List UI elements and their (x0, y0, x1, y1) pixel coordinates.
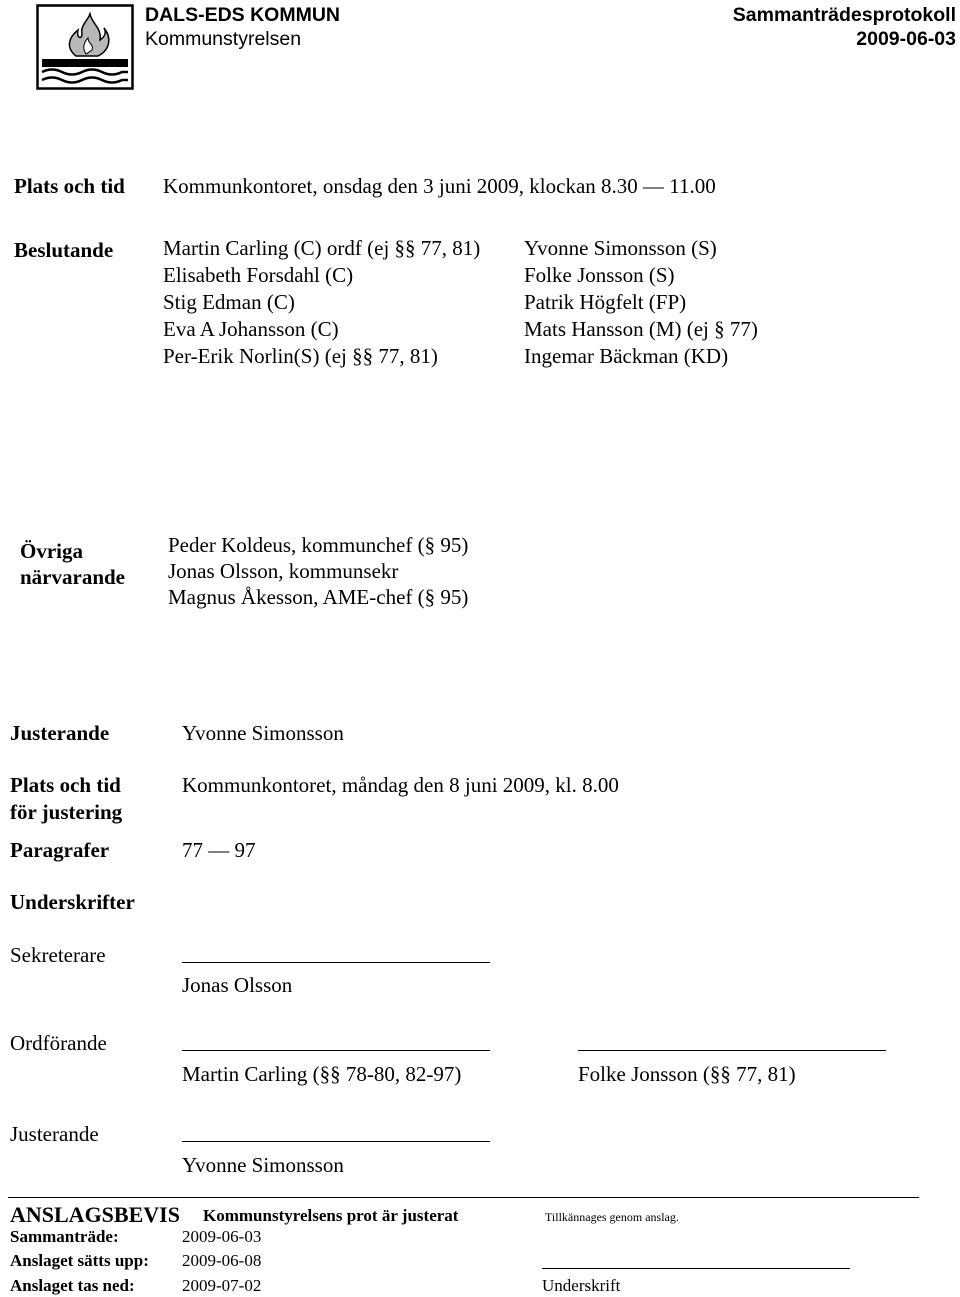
list-item: Magnus Åkesson, AME-chef (§ 95) (168, 585, 469, 609)
decision-makers-right (524, 235, 758, 370)
meeting-place-label: Plats och tid (14, 174, 125, 198)
document-date: 2009-06-03 (856, 28, 956, 50)
adjuster-signature-line (182, 1141, 490, 1142)
org-name: DALS-EDS KOMMUN (145, 4, 340, 26)
municipal-coat-of-arms-icon (36, 4, 134, 90)
department-name: Kommunstyrelsen (145, 28, 302, 50)
chair-signature-line (182, 1050, 490, 1051)
others-present-label: Övriga närvarande (20, 539, 125, 589)
notice-subtitle: Kommunstyrelsens prot är justerat (203, 1206, 459, 1225)
meeting-place-value: Kommunkontoret, onsdag den 3 juni 2009, klockan 8.30 — 11.00 (163, 174, 716, 198)
signatures-heading: Underskrifter (10, 890, 135, 914)
notice-signature-label: Underskrift (542, 1276, 621, 1295)
list-item: Stig Edman (C) (163, 290, 295, 314)
municipal-logo (36, 4, 134, 90)
others-present-list (168, 532, 468, 610)
notice-announce-note: Tillkännages genom anslag. (545, 1210, 679, 1224)
list-item: Martin Carling (C) ordf (ej §§ 77, 81) (163, 236, 481, 260)
list-item: Patrik Högfelt (FP) (524, 290, 687, 314)
adjuster-label: Justerande (10, 721, 110, 745)
notice-meeting-label: Sammanträde: (10, 1227, 119, 1246)
adjustment-place-value: Kommunkontoret, måndag den 8 juni 2009, kl. 8.00 (182, 773, 619, 797)
notice-posted-value: 2009-06-08 (182, 1251, 262, 1270)
paragraphs-label: Paragrafer (10, 838, 110, 862)
notice-meeting-value: 2009-06-03 (182, 1227, 262, 1246)
notice-divider (8, 1197, 919, 1198)
secretary-label: Sekreterare (10, 943, 106, 967)
list-item: Ingemar Bäckman (KD) (524, 344, 729, 368)
list-item: Elisabeth Forsdahl (C) (163, 263, 354, 287)
notice-removed-value: 2009-07-02 (182, 1276, 262, 1295)
notice-signature-line (542, 1268, 850, 1269)
list-item: Jonas Olsson, kommunsekr (168, 559, 399, 583)
list-item: Yvonne Simonsson (S) (524, 236, 717, 260)
chair-label: Ordförande (10, 1031, 107, 1055)
list-item: Peder Koldeus, kommunchef (§ 95) (168, 533, 469, 557)
notice-posted-label: Anslaget sätts upp: (10, 1251, 149, 1270)
decision-makers-left (163, 235, 480, 370)
list-item: Per-Erik Norlin(S) (ej §§ 77, 81) (163, 344, 438, 368)
chair2-name: Folke Jonsson (§§ 77, 81) (578, 1062, 796, 1086)
adjustment-place-label: Plats och tid för justering (10, 773, 123, 824)
paragraphs-value: 77 — 97 (182, 838, 256, 862)
secretary-name: Jonas Olsson (182, 973, 293, 997)
adjuster-name: Yvonne Simonsson (182, 1153, 344, 1177)
list-item: Folke Jonsson (S) (524, 263, 675, 287)
chair2-signature-line (578, 1050, 886, 1051)
adjuster-value: Yvonne Simonsson (182, 721, 344, 745)
secretary-signature-line (182, 962, 490, 963)
chair-name: Martin Carling (§§ 78-80, 82-97) (182, 1062, 462, 1086)
list-item: Mats Hansson (M) (ej § 77) (524, 317, 758, 341)
list-item: Eva A Johansson (C) (163, 317, 339, 341)
decision-makers-label: Beslutande (14, 238, 114, 262)
notice-removed-label: Anslaget tas ned: (10, 1276, 135, 1295)
notice-title: ANSLAGSBEVIS (10, 1202, 180, 1227)
document-type: Sammanträdesprotokoll (732, 4, 956, 26)
adjuster-sign-label: Justerande (10, 1122, 99, 1146)
